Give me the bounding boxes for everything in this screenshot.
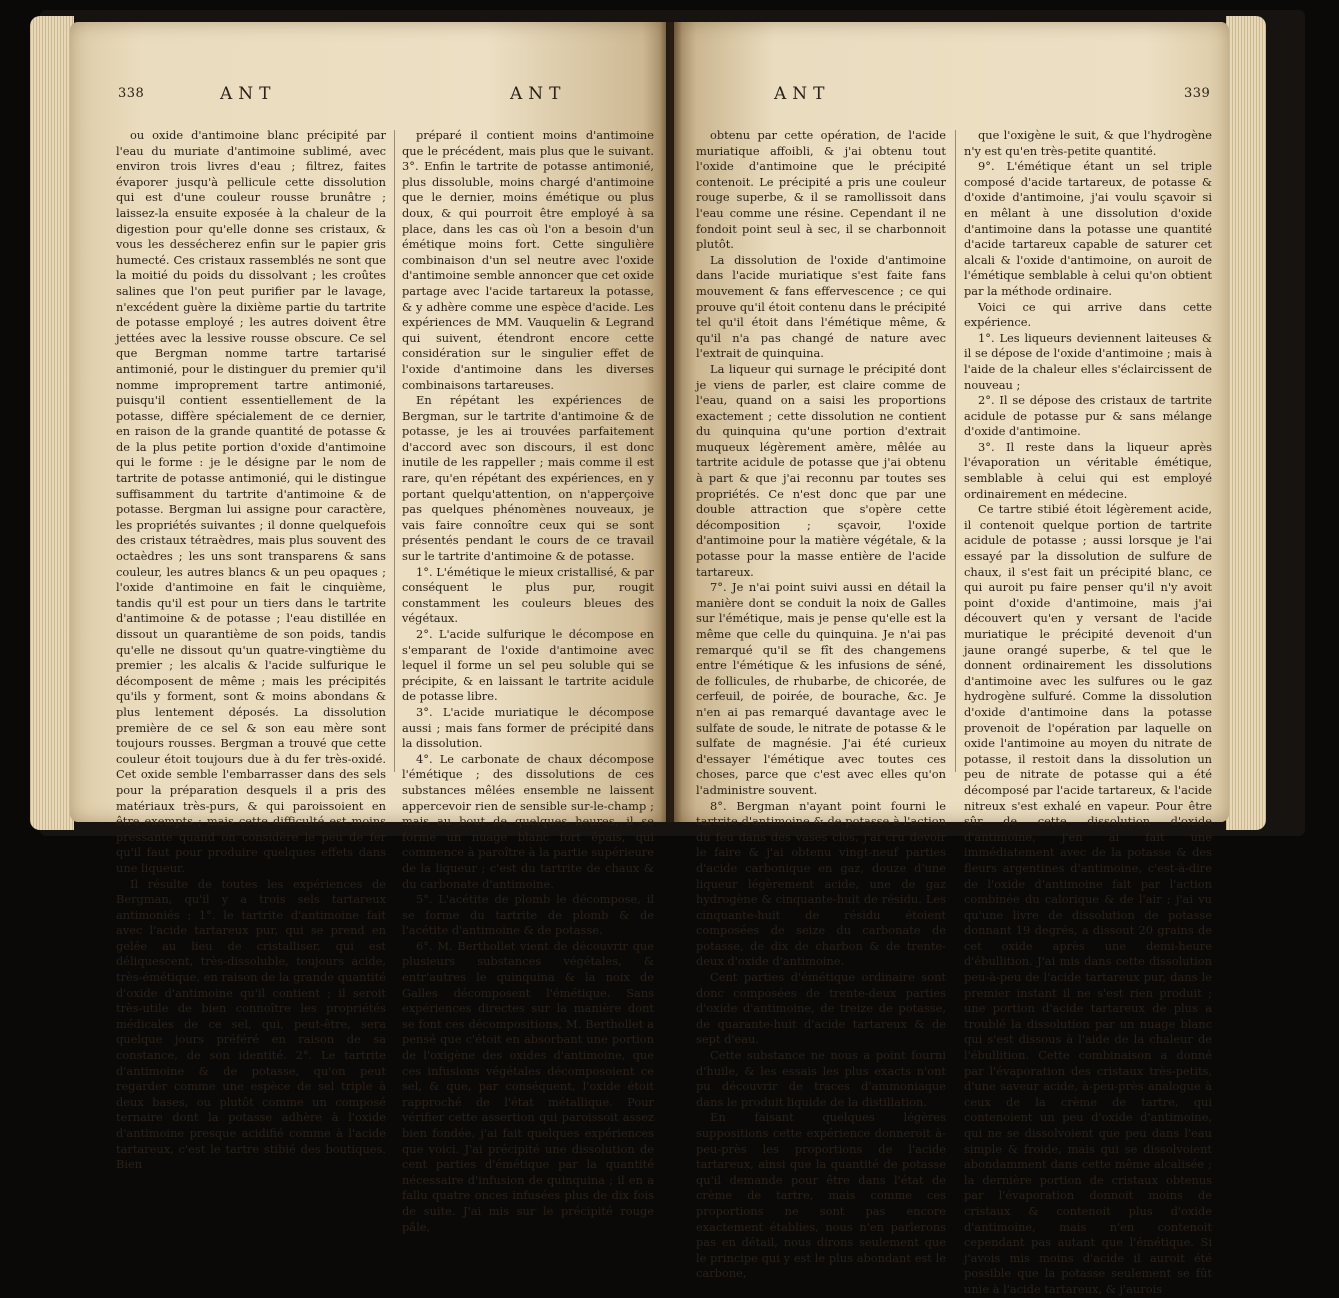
paragraph: obtenu par cette opération, de l'acide muriatique affoibli, & j'ai obtenu tout l'oxide d'antimoine que le précipité contenoit. Le précipité a pris une couleur rouge superbe, & il se ramollissoit dans l'eau comme une résine. Cependant il ne fondoit point seul à sec, il se charbonnoit plutôt. <box>696 128 946 252</box>
right-page-edges <box>1226 16 1266 830</box>
paragraph: que l'oxigène le suit, & que l'hydrogène n'y est qu'en très-petite quantité. <box>964 128 1212 158</box>
paragraph: 9°. L'émétique étant un sel triple composé d'acide tartareux, de potasse & d'oxide d'antimoine, j'ai voulu sçavoir si en mêlant à une dissolution d'oxide d'antimoine dans la potasse une quantité d'acide tartareux capable de saturer cet alcali & l'oxide d'antimoine, on auroit de l'émétique semblable à celui qu'on obtient par la méthode ordinaire. <box>964 159 1212 298</box>
column-rule <box>955 130 956 772</box>
right-page <box>674 22 1229 1296</box>
paragraph: 1°. Les liqueurs deviennent laiteuses & il se dépose de l'oxide d'antimoine ; mais à l'aide de la chaleur elles s'éclaircissent de nouveau ; <box>964 330 1212 392</box>
paragraph: Cent parties d'émétique ordinaire sont donc composées de trente-deux parties d'oxide d'antimoine, de treize de potasse, de quarante-huit d'acide tartareux & de sept d'eau. <box>696 970 946 1047</box>
paragraph: Ce tartre stibié étoit légèrement acide, il contenoit quelque portion de tartrite acidule de potasse ; aussi lorsque je l'ai essayé par la dissolution de sulfure de chaux, il s'est fait un précipité blanc, ce qui auroit pu faire penser qu'il n'y avoit point d'oxide d'antimoine, mais j'ai découvert qu'en y versant de l'acide muriatique le précipité devenoit d'un jaune orangé superbe, & tel que le donnent ordinairement les dissolutions d'antimoine avec les sulfures ou le gaz hydrogène sulfuré. Comme la dissolution d'oxide d'antimoine dans la potasse provenoit de l'opération par laquelle on oxide l'antimoine au moyen du nitrate de potasse, il restoit dans la dissolution un peu de nitrate de potasse qui a été décomposé par l'acide tartareux, & l'acide nitreux s'est exhalé en vapeur. Pour être sûr de cette dissolution d'oxide d'antimoine, j'en ai fait une immédiatement avec de la potasse & des fleurs argentines d'antimoine, c'est-à-dire de l'oxide d'antimoine fait par l'action combinée du calorique & de l'air ; j'ai vu qu'une livre de dissolution de potasse donnant 19 degrés, a dissout 20 grains de cet oxide après une demi-heure d'ébullition. J'ai mis dans cette dissolution peu-à-peu de l'acide tartareux pur, dans le premier instant il ne s'est rien produit ; une portion d'acide tartareux de plus a troublé la dissolution par un nuage blanc qui s'est dissous à l'aide de la chaleur de l'ébullition. Cette combinaison a donné par l'évaporation des cristaux très-petits, d'une saveur acide, à-peu-près analogue à ceux de la crème de tartre, qui contenoient un peu d'oxide d'antimoine, qui ne se dissolvoient que peu dans l'eau simple & froide, mais qui se dissolvoient abondamment dans cette même alcalisée ; la dernière portion de cristaux obtenus par l'évaporation donnoit moins de cristaux & contenoit plus d'oxide d'antimoine, mais n'en contenoit cependant pas autant que l'émétique. Si j'avois mis moins d'acide il auroit été possible que la potasse seulement se fût unie à l'acide tartareux, & j'aurois <box>964 502 1212 1296</box>
paragraph: 3°. L'acide muriatique le décompose aussi ; mais fans former de précipité dans la dissolution. <box>402 704 654 751</box>
running-head: ANT <box>774 84 831 104</box>
paragraph: Il résulte de toutes les expériences de Bergman, qu'il y a trois sels tartareux antimoniés ; 1°. le tartrite d'antimoine fait avec l'acide tartareux pur, qui se prend en gelée au lieu de cristalliser, qui est déliquescent, très-dissoluble, toujours acide, très-émétique, en raison de la grande quantité d'oxide d'antimoine qu'il contient ; il seroit très-utile de bien connoître les propriétés médicales de ce sel, qui, peut-être, sera quelque jours préféré en raison de sa constance, de son identité. 2°. Le tartrite d'antimoine & de potasse, qu'on peut regarder comme une espèce de sel triple à deux bases, ou plutôt comme un composé ternaire dont la potasse adhère à l'oxide d'antimoine presque acidifié comme à l'acide tartareux, c'est le tartre stibié des boutiques. Bien <box>116 876 386 1172</box>
running-head-left: ANT <box>220 84 277 104</box>
page-number: 339 <box>1184 86 1211 101</box>
paragraph: En répétant les expériences de Bergman, sur le tartrite d'antimoine & de potasse, je les ai trouvées parfaitement d'accord avec son discours, il est donc inutile de les rappeller ; mais comme il est rare, qu'en répétant des expériences, en y portant quelqu'attention, on n'apperçoive pas quelques phénomènes nouveaux, je vais faire connoître ceux qui se sont présentés pendant le cours de ce travail sur le tartrite d'antimoine & de potasse. <box>402 393 654 564</box>
page-number: 338 <box>118 86 145 101</box>
paragraph: 2°. L'acide sulfurique le décompose en s'emparant de l'oxide d'antimoine avec lequel il forme un sel peu soluble qui se précipite, & en laissant le tartrite acidule de potasse libre. <box>402 627 654 704</box>
paragraph: 6°. M. Berthollet vient de découvrir que plusieurs substances végétales, & entr'autres le quinquina & la noix de Galles décomposent l'émétique. Sans expériences directes sur la manière dont se font ces décompositions, M. Berthollet a pensé que c'étoit en absorbant une portion de l'oxigène des oxides d'antimoine, que ces infusions végétales décomposoient ce sel, & que, par conséquent, l'oxide étoit rapproché de l'état métallique. Pour vérifier cette assertion qui paroissoit assez bien fondée, j'ai fait quelques expériences que voici. J'ai précipité une dissolution de cent parties d'émétique par la quantité nécessaire d'infusion de quinquina ; il en a fallu quatre onces infusées plus de dix fois de suite. J'ai mis sur le précipité rouge pâle, <box>402 938 654 1234</box>
paragraph: Voici ce qui arrive dans cette expérience. <box>964 299 1212 330</box>
text-column <box>402 128 654 1234</box>
paragraph: 2°. Il se dépose des cristaux de tartrite acidule de potasse pur & sans mélange d'oxide d'antimoine. <box>964 393 1212 439</box>
paragraph: La liqueur qui surnage le précipité dont je viens de parler, est claire comme de l'eau, quand on a saisi les proportions exactement ; cette dissolution ne contient du quinquina qu'une portion d'extrait muqueux légèrement amère, mêlée au tartrite acidule de potasse que j'ai obtenu à part & que j'ai reconnu par toutes ses propriétés. Ce n'est donc que par une double attraction que s'opère cette décomposition ; sçavoir, l'oxide d'antimoine pour la matière végétale, & la potasse pour la masse entière de l'acide tartareux. <box>696 361 946 579</box>
paragraph: ou oxide d'antimoine blanc précipité par l'eau du muriate d'antimoine sublimé, avec environ trois livres d'eau ; filtrez, faites évaporer jusqu'à pellicule cette dissolution qui est d'une couleur rousse brunâtre ; laissez-la ensuite exposée à la chaleur de la digestion pour qu'elle donne ses cristaux, & vous les dessécherez enfin sur le papier gris humecté. Ces cristaux rassemblés ne sont que la moitié du poids du dissolvant ; les croûtes salines que l'on peut purifier par le lavage, n'excédent guère la dixième partie du tartrite de potasse employé ; les autres doivent être jettées avec la lessive rousse obscure. Ce sel que Bergman nomme tartre tartarisé antimonié, pour le distinguer du premier qu'il nomme improprement tartre antimonié, puisqu'il contient essentiellement de la potasse, diffère spécialement de ce dernier, en raison de la grande quantité de potasse & de la plus petite portion d'oxide d'antimoine qui le forme : je le désigne par le nom de tartrite de potasse antimonié, qui le distingue suffisamment du tartrite d'antimoine & de potasse. Bergman lui assigne pour caractère, les propriétés suivantes ; il donne quelquefois des cristaux tétraèdres, mais plus souvent des octaèdres ; les uns sont transparens & sans couleur, les autres blancs & un peu opaques ; l'oxide d'antimoine en fait le cinquième, tandis qu'il est pour un tiers dans le tartrite d'antimoine & de potasse ; l'eau distillée en dissout un quarantième de son poids, tandis qu'elle ne dissout qu'un quatre-vingtième du premier ; les alcalis & l'acide sulfurique le décomposent de même ; mais les précipités qu'ils y forment, sont & moins abondans & plus lentement déposés. La dissolution première de ce sel & son eau mère sont toujours rousses. Bergman a trouvé que cette couleur étoit toujours due à du fer très-oxidé. Cet oxide semble l'embarrasser dans des sels pour la préparation desquels il a pris des matériaux très-purs, & qui paroissoient en être exempts ; mais cette difficulté est moins pressante quand on considère le peu de fer qu'il faut pour produire quelques effets dans une liqueur. <box>116 128 386 875</box>
text-column <box>696 128 946 1281</box>
text-column <box>116 128 386 1172</box>
left-page-edges <box>30 16 74 830</box>
paragraph: La dissolution de l'oxide d'antimoine dans l'acide muriatique s'est faite fans mouvement & fans effervescence ; ce qui prouve qu'il étoit contenu dans le précipité tel qu'il étoit dans l'émétique même, & qu'il n'a pas changé de nature avec l'extrait de quinquina. <box>696 252 946 361</box>
text-column <box>964 128 1212 1296</box>
column-rule <box>394 130 395 772</box>
book-gutter <box>660 22 682 822</box>
right-page-header <box>674 80 1229 110</box>
paragraph: En faisant quelques légères suppositions cette expérience donneroit à-peu-près les proportions de l'acide tartareux, ainsi que la quantité de potasse qu'il demande pour être dans l'état de crème de tartre, mais comme ces proportions ne sont pas encore exactement établies, nous n'en parlerons pas en détail, nous dirons seulement que le principe qui y est le plus abondant est le carbone, <box>696 1110 946 1281</box>
paragraph: 7°. Je n'ai point suivi aussi en détail la manière dont se conduit la noix de Galles sur l'émétique, mais je pense qu'elle est la même que celle du quinquina. Je n'ai pas remarqué qu'il se fît des changemens entre l'émétique & les infusions de séné, de follicules, de rhubarbe, de chicorée, de cerfeuil, de poirée, de bourache, &c. Je n'en ai pas remarqué davantage avec le sulfate de soude, le nitrate de potasse & le sulfate de magnésie. J'ai été curieux d'essayer l'émétique avec toutes ces choses, parce que c'est avec elles qu'on l'administre souvent. <box>696 580 946 797</box>
paragraph: 4°. Le carbonate de chaux décompose l'émétique ; des dissolutions de ces substances mêlées ensemble ne laissent appercevoir rien de sensible sur-le-champ ; mais au bout de quelques heures, il se forme un nuage blanc fort épais, qui commence à paroître à la partie supérieure de la liqueur ; c'est du tartrite de chaux & du carbonate d'antimoine. <box>402 751 654 891</box>
paragraph: 3°. Il reste dans la liqueur après l'évaporation un véritable émétique, semblable à celui qui est employé ordinairement en médecine. <box>964 439 1212 501</box>
running-head-right: ANT <box>510 84 567 104</box>
left-page <box>70 22 666 1234</box>
paragraph: 5°. L'acétite de plomb le décompose, il se forme du tartrite de plomb & de l'acétite d'antimoine & de potasse. <box>402 892 654 938</box>
left-page-header <box>70 80 666 110</box>
paragraph: 1°. L'émétique le mieux cristallisé, & par conséquent le plus pur, rougit constamment les couleurs bleues des végétaux. <box>402 564 654 626</box>
paragraph: Cette substance ne nous a point fourni d'huile, & les essais les plus exacts n'ont pu découvrir de traces d'ammoniaque dans le produit liquide de la distillation. <box>696 1048 946 1109</box>
paragraph: préparé il contient moins d'antimoine que le précédent, mais plus que le suivant. 3°. Enfin le tartrite de potasse antimonié, plus dissoluble, moins chargé d'antimoine que le dernier, moins émétique ou plus doux, & qui pourroit être employé à sa place, dans les cas où l'on a besoin d'un émétique moins fort. Cette singulière combinaison d'un sel neutre avec l'oxide d'antimoine semble annoncer que cet oxide partage avec l'acide tartareux la potasse, & y adhère comme une espèce d'acide. Les expériences de MM. Vauquelin & Legrand qui suivent, étendront encore cette considération sur le singulier effet de l'oxide d'antimoine dans les diverses combinaisons tartareuses. <box>402 128 654 392</box>
paragraph: 8°. Bergman n'ayant point fourni le tartrite d'antimoine & de potasse à l'action du feu dans des vases clos, j'ai cru devoir le faire & j'ai obtenu vingt-neuf parties d'acide carbonique en gaz, douze d'une liqueur légèrement acide, une de gaz hydrogène & cinquante-huit de résidu. Les cinquante-huit de résidu étoient composées de seize du carbonate de potasse, de dix de charbon & de trente-deux d'oxide d'antimoine. <box>696 798 946 969</box>
